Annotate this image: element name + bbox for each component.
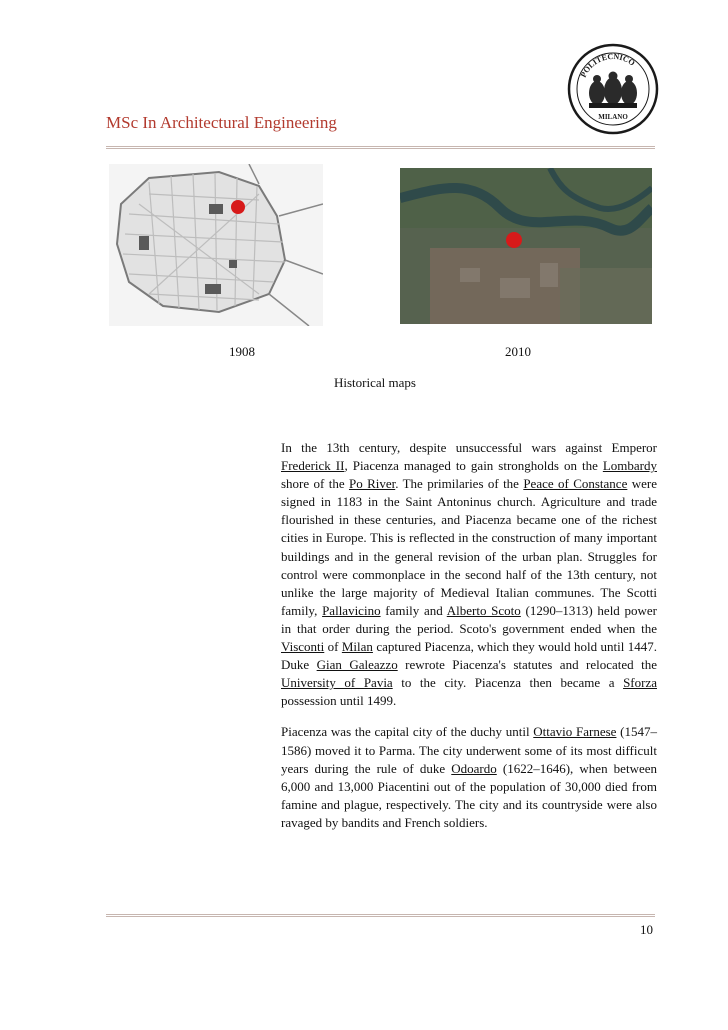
wiki-link[interactable]: Odoardo [451,760,497,776]
wiki-link[interactable]: Po River [348,476,396,492]
wiki-link[interactable]: Pallavicino [322,602,381,618]
paragraph-1: In the 13th century, despite unsuccessful wars against Emperor Frederick II, Piacenza managed to gain strongholds on the Lombardy shore of the Po River. The primilaries of the Peace of Constance were signed in 1183 in the Saint Antoninus church. Agriculture and trade flourished in these centuries, and Piacenza became one of the richest cities in Europe. This is reflected in the construction of many important buildings and in the general revision of the urban plan. Struggles for control were commonplace in the second half of the 13th century, not unlike the large majority of Medieval Italian communes. The Scotti family, Pallavicino family and Alberto Scoto (1290–1313) held power in that order during the period. Scoto's government ended when the Visconti of Milan captured Piacenza, which they would hold until 1447. Duke Gian Galeazzo rewrote Piacenza's statutes and relocated the University of Pavia to the city. Piacenza then became a Sforza possession until 1499. [281,440,658,709]
wiki-link[interactable]: Lombardy [602,458,657,474]
figure-caption: Historical maps [334,375,416,390]
wiki-link[interactable]: Ottavio Farnese [533,724,617,740]
location-marker-2010 [506,232,522,248]
logo-figures-icon [589,72,637,109]
document-header-title: MSc In Architectural Engineering [106,113,337,132]
wiki-link[interactable]: Sforza [623,675,657,691]
location-marker-1908 [231,200,245,214]
caption-year-1908: 1908 [229,344,255,359]
caption-year-2010: 2010 [505,344,531,359]
footer-divider [106,914,655,917]
wiki-link[interactable]: Frederick II [281,458,345,474]
wiki-link[interactable]: Gian Galeazzo [316,657,398,673]
politecnico-milano-logo [567,43,659,135]
paragraph-2: Piacenza was the capital city of the duchy until Ottavio Farnese (1547–1586) moved it to Parma. The city underwent some of its most difficult years during the rule of duke Odoardo (1622–1646), when between 6,000 and 13,000 Piacentini out of the population of 30,000 died from famine and plague, respectively. The city and its countryside were also ravaged by bandits and French soldiers. [281,724,657,830]
wiki-link[interactable]: Peace of Constance [523,476,628,492]
wiki-link[interactable]: University of Pavia [281,675,393,691]
header-divider [106,146,655,149]
body-text [281,439,657,845]
map-1908-image [109,164,323,326]
logo-bottom-text: MILANO [598,113,628,121]
satellite-2010-image [400,168,652,324]
logo-top-text: POLITECNICO [578,51,637,79]
wiki-link[interactable]: Milan [341,639,373,655]
wiki-link[interactable]: Visconti [281,639,325,655]
page-number: 10 [640,922,653,937]
wiki-link[interactable]: Alberto Scoto [446,602,521,618]
